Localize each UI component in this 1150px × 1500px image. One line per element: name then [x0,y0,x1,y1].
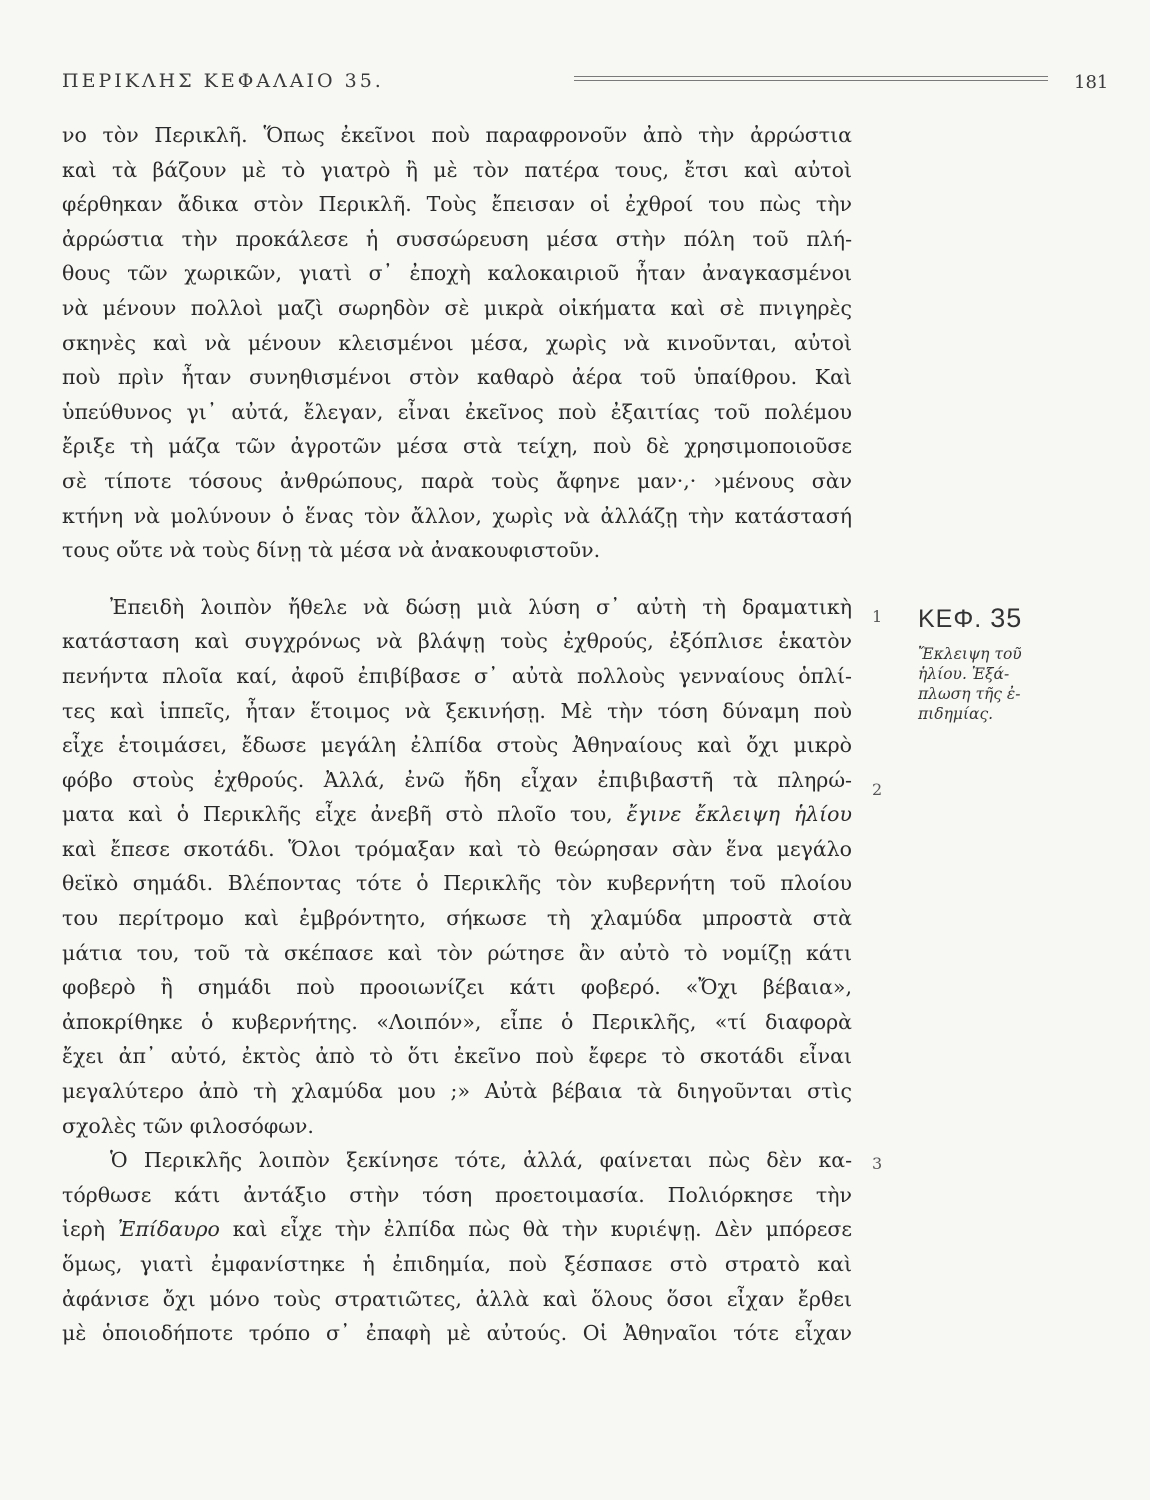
text-line: ἀρρώστια τὴν προκάλεσε ἡ συσσώρευση μέσα στὴν πόλη τοῦ πλή- [62,226,852,251]
text-line: σὲ τίποτε τόσους ἀνθρώπους, παρὰ τοὺς ἄφηνε μαν·,· ›μένους σὰν [62,468,852,493]
margin-section-number: 1 [872,607,883,626]
text-span: καὶ εἶχε τὴν ἐλπίδα πὼς θὰ τὴν κυριέψῃ. Δὲν μπόρεσε [219,1217,852,1242]
page-number: 181 [1074,72,1109,93]
text-line: ἔριξε τὴ μάζα τῶν ἀγροτῶν μέσα στὰ τείχη, ποὺ δὲ χρησιμοποιοῦσε [62,434,852,459]
header-double-rule [574,76,1048,84]
text-line: νὰ μένουν πολλοὶ μαζὶ σωρηδὸν σὲ μικρὰ οἰκήματα καὶ σὲ πνιγηρὲς [62,295,852,320]
text-line: νο τὸν Περικλῆ. Ὅπως ἐκεῖνοι ποὺ παραφρονοῦν ἀπὸ τὴν ἀρρώστια [62,123,852,147]
text-line: μὲ ὁποιοδήποτε τρόπο σ᾽ ἐπαφὴ μὲ αὐτούς. Οἱ Ἀθηναῖοι τότε εἶχαν [62,1321,852,1346]
text-line: σχολὲς τῶν φιλοσόφων. [62,1113,314,1138]
text-line: πενήντα πλοῖα καί, ἀφοῦ ἐπιβίβασε σ᾽ αὐτὰ πολλοὺς γενναίους ὁπλί- [62,663,852,688]
text-line: θους τῶν χωρικῶν, γιατὶ σ᾽ ἐποχὴ καλοκαιριοῦ ἦταν ἀναγκασμένοι [62,261,852,286]
text-line [62,797,852,832]
text-line: κτήνη νὰ μολύνουν ὁ ἕνας τὸν ἄλλον, χωρὶς νὰ ἀλλάζῃ τὴν κατάστασή [62,503,852,528]
text-line: φόβο στοὺς ἐχθρούς. Ἀλλά, ἐνῶ ἤδη εἶχαν ἐπιβιβαστῆ τὰ πληρώ- [62,767,852,792]
italic-place: Ἐπίδαυρο [117,1217,220,1242]
text-line: καὶ τὰ βάζουν μὲ τὸ γιατρὸ ἢ μὲ τὸν πατέρα τους, ἔτσι καὶ αὐτοὶ [62,157,852,182]
paragraph-3 [62,1143,852,1351]
text-line: μάτια του, τοῦ τὰ σκέπασε καὶ τὸν ρώτησε ἂν αὐτὸ τὸ νομίζῃ κάτι [62,940,852,965]
summary-line: πιδημίας. [918,705,994,723]
text-line: ἀποκρίθηκε ὁ κυβερνήτης. «Λοιπόν», εἶπε ὁ Περικλῆς, «τί διαφορὰ [62,1009,852,1034]
text-line [62,1212,852,1247]
text-line: κατάσταση καὶ συγχρόνως νὰ βλάψῃ τοὺς ἐχθρούς, ἐξόπλισε ἑκατὸν [62,629,852,654]
text-line: εἶχε ἑτοιμάσει, ἔδωσε μεγάλη ἐλπίδα στοὺς Ἀθηναίους καὶ ὄχι μικρὸ [62,733,852,758]
italic-phrase: ἔγινε ἔκλειψη ἡλίου [626,802,852,827]
main-text [62,118,852,1351]
running-title: ΠΕΡΙΚΛΗΣ ΚΕΦΑΛΑΙΟ 35. [62,70,384,92]
page-header [62,62,1109,102]
text-line: καὶ ἔπεσε σκοτάδι. Ὅλοι τρόμαξαν καὶ τὸ θεώρησαν σὰν ἕνα μεγάλο [62,836,852,861]
chapter-heading [918,603,1078,634]
paragraph-1 [62,118,852,568]
text-line: ἔχει ἀπ᾽ αὐτό, ἐκτὸς ἀπὸ τὸ ὅτι ἐκεῖνο ποὺ ἔφερε τὸ σκοτάδι εἶναι [62,1044,852,1069]
text-line: θεϊκὸ σημάδι. Βλέποντας τότε ὁ Περικλῆς τὸν κυβερνήτη τοῦ πλοίου [62,871,852,896]
text-line: τους οὔτε νὰ τοὺς δίνῃ τὰ μέσα νὰ ἀνακουφιστοῦν. [62,538,601,563]
text-line: του περίτρομο καὶ ἐμβρόντητο, σήκωσε τὴ χλαμύδα μπροστὰ στὰ [62,906,852,931]
chapter-sidenote [918,603,1078,724]
text-line: Ὁ Περικλῆς λοιπὸν ξεκίνησε τότε, ἀλλά, φαίνεται πὼς δὲν κα- [110,1148,852,1173]
text-line: φοβερὸ ἢ σημάδι ποὺ προοιωνίζει κάτι φοβερό. «Ὄχι βέβαια», [62,975,852,1000]
summary-line: ἡλίου. Ἐξά- [918,665,1010,683]
text-line: μεγαλύτερο ἀπὸ τὴ χλαμύδα μου ;» Αὐτὰ βέβαια τὰ διηγοῦνται στὶς [62,1079,852,1104]
summary-line: Ἔκλειψη τοῦ [918,645,1022,663]
margin-section-number: 3 [872,1154,883,1173]
chapter-number: 35 [990,603,1023,633]
text-line: ὑπεύθυνος γι᾽ αὐτά, ἔλεγαν, εἶναι ἐκεῖνος ποὺ ἐξαιτίας τοῦ πολέμου [62,399,852,424]
text-span: ἱερὴ [62,1217,118,1242]
chapter-label: ΚΕΦ. [918,605,983,633]
text-line: φέρθηκαν ἄδικα στὸν Περικλῆ. Τοὺς ἔπεισαν οἱ ἐχθροί του πὼς τὴν [62,192,852,217]
text-line: τόρθωσε κάτι ἀντάξιο στὴν τόση προετοιμασία. Πολιόρκησε τὴν [62,1182,852,1207]
margin-section-number: 2 [872,780,883,799]
chapter-summary [918,644,1078,724]
text-line: ποὺ πρὶν ἦταν συνηθισμένοι στὸν καθαρὸ ἀέρα τοῦ ὑπαίθρου. Καὶ [62,365,852,390]
paragraph-2 [62,590,852,1144]
text-line: σκηνὲς καὶ νὰ μένουν κλεισμένοι μέσα, χωρὶς νὰ κινοῦνται, αὐτοὶ [62,330,852,355]
text-line: ὅμως, γιατὶ ἐμφανίστηκε ἡ ἐπιδημία, ποὺ ξέσπασε στὸ στρατὸ καὶ [62,1252,852,1276]
text-line: Ἐπειδὴ λοιπὸν ἤθελε νὰ δώσῃ μιὰ λύση σ᾽ αὐτὴ τὴ δραματικὴ [110,594,852,619]
text-span: ματα καὶ ὁ Περικλῆς εἶχε ἀνεβῆ στὸ πλοῖο του, [62,802,627,827]
summary-line: πλωση τῆς ἐ- [918,685,1021,703]
text-line: ἀφάνισε ὄχι μόνο τοὺς στρατιῶτες, ἀλλὰ καὶ ὅλους ὅσοι εἶχαν ἔρθει [62,1286,852,1311]
text-line: τες καὶ ἱππεῖς, ἦταν ἕτοιμος νὰ ξεκινήσῃ. Μὲ τὴν τόση δύναμη ποὺ [62,698,852,723]
